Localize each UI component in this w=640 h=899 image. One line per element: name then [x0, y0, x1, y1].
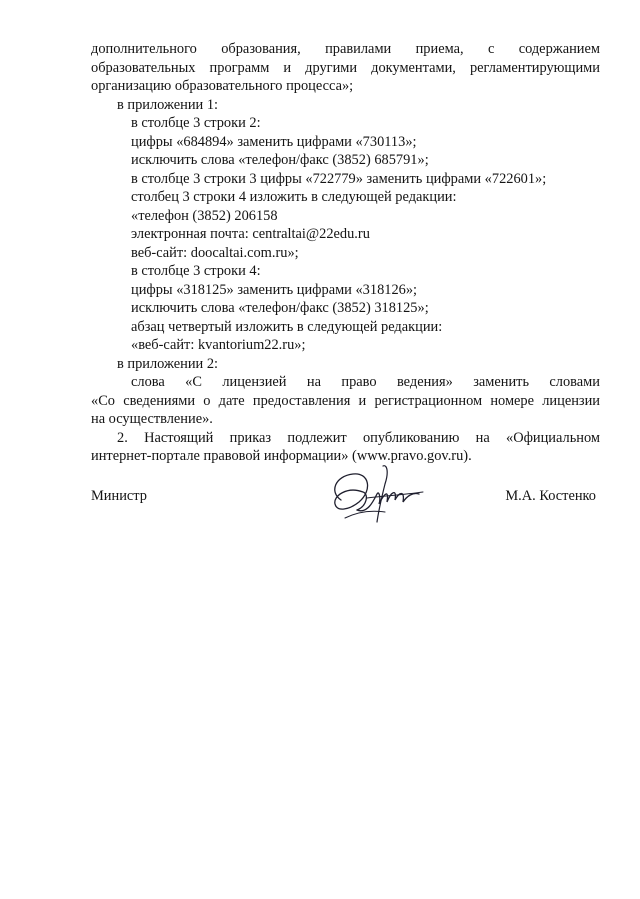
list-item: в столбце 3 строки 2: — [131, 115, 261, 131]
list-item: в приложении 2: — [117, 355, 219, 372]
text-line: «Со сведениями о дате предоставления и регистрационном номере лицензии — [91, 392, 600, 409]
list-item: абзац четвертый изложить в следующей редакции: — [131, 318, 443, 335]
list-item: «телефон (3852) 206158 — [131, 207, 278, 224]
signature-block — [91, 482, 600, 542]
list-item: веб-сайт: doocaltai.com.ru»; — [131, 244, 299, 261]
list-item: исключить слова «телефон/факс (3852) 685791»; — [131, 152, 429, 168]
list-item: исключить слова «телефон/факс (3852) 318125»; — [131, 300, 429, 316]
text-line: слова «С лицензией на право ведения» заменить словами — [131, 374, 600, 390]
list-item: в приложении 1: — [117, 96, 219, 113]
list-item: электронная почта: centraltai@22edu.ru — [131, 226, 370, 242]
signatory-name: М.А. Костенко — [505, 488, 596, 504]
text-line: 2. Настоящий приказ подлежит опубликованию на «Официальном — [117, 429, 600, 446]
text-line: образовательных программ и другими документами, регламентирующими — [91, 59, 600, 76]
list-item: в столбце 3 строки 3 цифры «722779» заменить цифрами «722601»; — [131, 170, 547, 187]
list-item: столбец 3 строки 4 изложить в следующей редакции: — [131, 189, 457, 205]
handwritten-signature — [327, 462, 427, 528]
list-item: «веб-сайт: kvantorium22.ru»; — [131, 337, 306, 353]
text-line: организацию образовательного процесса»; — [91, 78, 354, 94]
text-line: интернет-портале правовой информации» (www.pravo.gov.ru). — [91, 448, 472, 464]
list-item: цифры «318125» заменить цифрами «318126»; — [131, 281, 418, 298]
text-line: на осуществление». — [91, 411, 213, 427]
list-item: в столбце 3 строки 4: — [131, 263, 261, 279]
text-line: дополнительного образования, правилами приема, с содержанием — [91, 41, 600, 57]
signatory-title: Министр — [91, 488, 147, 504]
document-body — [91, 40, 600, 466]
list-item: цифры «684894» заменить цифрами «730113»; — [131, 133, 417, 150]
